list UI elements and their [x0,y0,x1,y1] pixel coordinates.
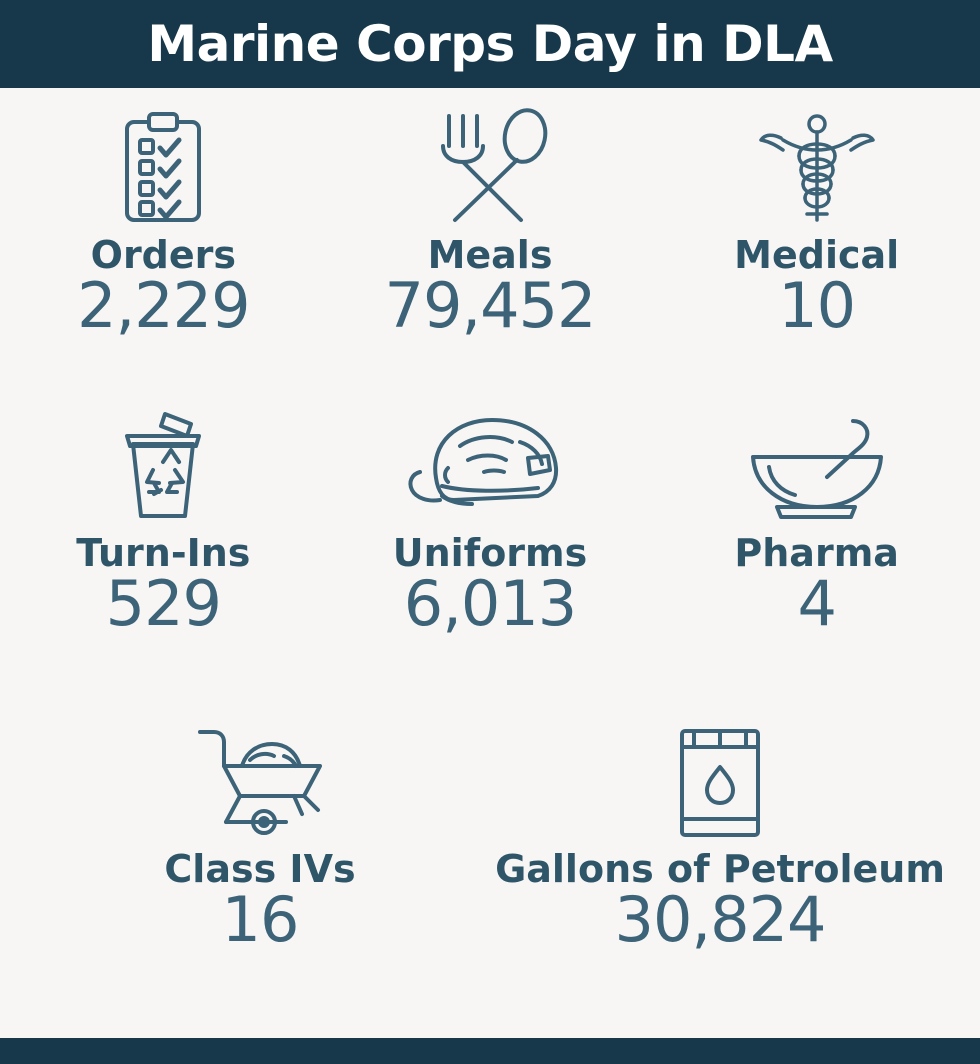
stat-cell-medical [653,104,980,342]
stat-cell-turn-ins [0,402,327,640]
wheelbarrow-icon [190,718,330,848]
header-band [0,0,980,88]
stat-row-1 [0,88,980,388]
stat-value: 10 [778,268,856,342]
stat-label: Meals [427,233,553,277]
stat-label: Uniforms [392,531,588,575]
recycle-bin-icon [113,402,213,532]
stat-value: 30,824 [614,882,826,956]
stat-value: 79,452 [384,268,596,342]
mortar-and-pestle-icon [747,402,887,532]
stat-cell-orders [0,104,327,342]
stats-area [0,88,980,1038]
oil-drum-icon [674,718,766,848]
stat-label: Turn-Ins [76,531,251,575]
stat-row-2 [0,388,980,708]
stat-label: Class IVs [164,847,356,891]
stat-cell-gallons-of-petroleum [470,718,970,956]
stat-label: Medical [734,233,900,277]
stat-value: 2,229 [77,268,250,342]
caduceus-icon [759,104,875,234]
clipboard-checklist-icon [115,104,211,234]
stat-cell-class-ivs [70,718,450,956]
fork-and-spoon-icon [425,104,555,234]
stat-row-3 [0,708,980,1038]
combat-helmet-icon [402,402,578,532]
stat-value: 16 [221,882,299,956]
stat-label: Gallons of Petroleum [495,847,945,891]
stat-value: 529 [105,566,221,640]
stat-value: 6,013 [403,566,577,640]
stat-cell-uniforms [327,402,654,640]
stat-label: Orders [90,233,237,277]
stat-cell-pharma [653,402,980,640]
stat-label: Pharma [734,531,899,575]
stat-cell-meals [327,104,654,342]
footer-band [0,1038,980,1064]
stat-value: 4 [797,566,836,640]
page-title: Marine Corps Day in DLA [147,15,833,73]
